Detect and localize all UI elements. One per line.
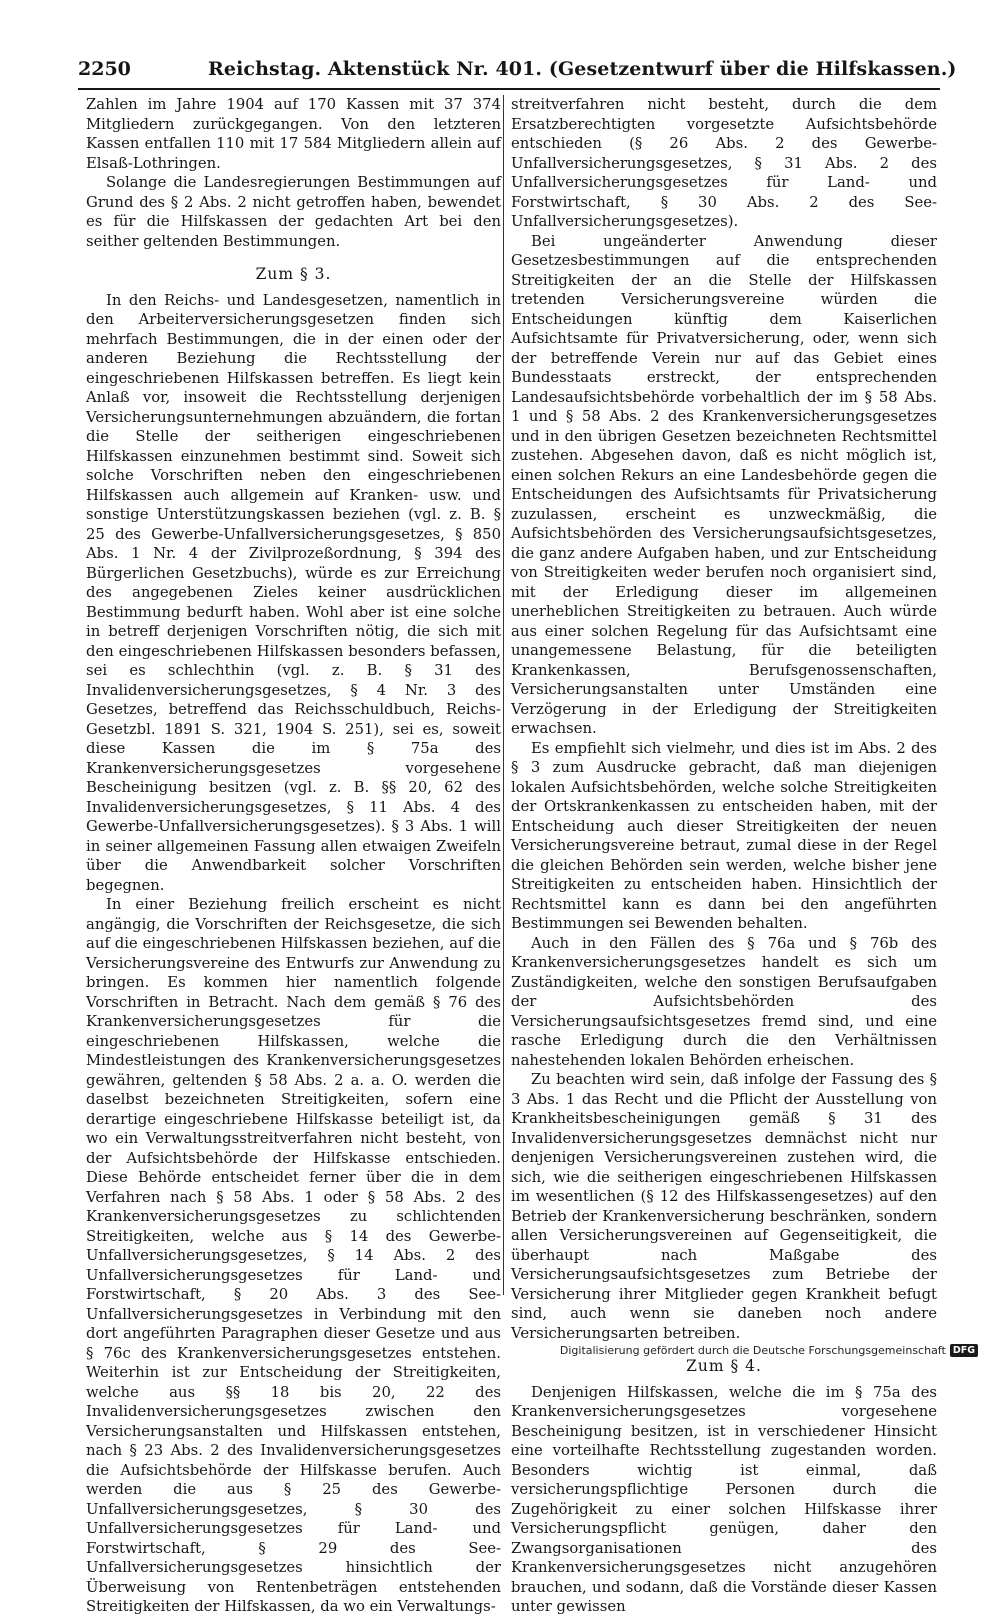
page-number: 2250 <box>78 58 131 80</box>
paragraph: In einer Beziehung freilich erscheint es nicht angängig, die Vorschriften der Reichsgesetze, die sich auf die eingeschriebenen Hilfskassen beziehen, auf die Versicherungsvereine des Entwurfs zur Anwendung zu bringen. Es kommen hier namentlich folgende Vorschriften in Betracht. Nach dem gemäß § 76 des Krankenversicherungsgesetzes für die eingeschriebenen Hilfskassen, welche die Mindestleistungen des Krankenversicherungsgesetzes gewähren, geltenden § 58 Abs. 2 a. a. O. werden die daselbst bezeichneten Streitigkeiten, sofern eine derartige eingeschriebene Hilfskasse beteiligt ist, da wo ein Verwaltungsstreitverfahren nicht besteht, von der Aufsichtsbehörde der Hilfskasse entschieden. Diese Behörde entscheidet ferner über die in dem Verfahren nach § 58 Abs. 1 oder § 58 Abs. 2 des Krankenversicherungsgesetzes zu schlichtenden Streitigkeiten, welche aus § 14 des Gewerbe-Unfallversicherungsgesetzes, § 14 Abs. 2 des Unfallversicherungsgesetzes für Land- und Forstwirtschaft, § 20 Abs. 3 des See-Unfallversicherungsgesetzes in Verbindung mit den dort angeführten Paragraphen dieser Gesetze und aus § 76c des Krankenversicherungsgesetzes entstehen. Weiterhin ist zur Entscheidung der Streitigkeiten, welche aus §§ 18 bis 20, 22 des Invalidenversicherungsgesetzes zwischen den Versicherungsanstalten und Hilfskassen entstehen, nach § 23 Abs. 2 des Invalidenversicherungsgesetzes die Aufsichtsbehörde der Hilfskasse berufen. Auch werden die aus § 25 des Gewerbe-Unfallversicherungsgesetzes, § 30 des Unfallversicherungsgesetzes für Land- und Forstwirtschaft, § 29 des See-Unfallversicherungsgesetzes hinsichtlich der Überweisung von Rentenbeträgen entstehenden Streitigkeiten der Hilfskassen, da wo ein Verwaltungs- <box>86 896 501 1615</box>
column-divider <box>503 95 504 1295</box>
dfg-logo: DFG <box>950 1344 978 1357</box>
paragraph: Denjenigen Hilfskassen, welche die im § 75a des Krankenversicherungsgesetzes vorgesehene Bescheinigung besitzen, ist in verschiedener Hinsicht eine vorteilhafte Rechtsstellung zugestanden worden. Besonders wichtig ist einmal, daß versicherungspflichtige Personen durch die Zugehörigkeit zu einer solchen Hilfskasse ihrer Versicherungspflicht genügen, daher den Zwangsorganisationen des Krankenversicherungsgesetzes nicht anzugehören brauchen, und sodann, daß die Vorstände dieser Kassen unter gewissen <box>511 1383 937 1615</box>
header-rule <box>78 88 940 90</box>
paragraph: Auch in den Fällen des § 76a und § 76b des Krankenversicherungsgesetzes handelt es sich um Zuständigkeiten, welche den sonstigen Berufsaufgaben der Aufsichtsbehörden des Versicherungsaufsichtsgesetzes fremd sind, und eine rasche Erledigung durch die den Verhältnissen nahestehenden lokalen Behörden erheischen. <box>511 934 937 1069</box>
paragraph: Zu beachten wird sein, daß infolge der Fassung des § 3 Abs. 1 das Recht und die Pflicht der Ausstellung von Krankheitsbescheinigungen gemäß § 31 des Invalidenversicherungsgesetzes demnächst nicht nur denjenigen Versicherungsvereinen zustehen wird, die sich, wie die seitherigen eingeschriebenen Hilfskassen im wesentlichen (§ 12 des Hilfskassengesetzes) auf den Betrieb der Krankenversicherung beschränken, sondern allen Versicherungsvereinen auf Gegenseitigkeit, die überhaupt nach Maßgabe des Versicherungsaufsichtsgesetzes zum Betriebe der Versicherung ihrer Mitglieder gegen Krankheit befugt sind, auch wenn sie daneben noch andere Versicherungsarten betreiben. <box>511 1071 937 1342</box>
paragraph: streitverfahren nicht besteht, durch die dem Ersatzberechtigten vorgesetzte Aufsichtsbehörde entschieden (§ 26 Abs. 2 des Gewerbe-Unfallversicherungsgesetzes, § 31 Abs. 2 des Unfallversicherungsgesetzes für Land- und Forstwirtschaft, § 30 Abs. 2 des See-Unfallversicherungsgesetzes). <box>511 96 937 230</box>
section-heading: Zum § 4. <box>686 1357 762 1375</box>
footer-credit: Digitalisierung gefördert durch die Deutsche Forschungsgemeinschaft <box>559 1344 946 1357</box>
paragraph: Es empfiehlt sich vielmehr, und dies ist im Abs. 2 des § 3 zum Ausdrucke gebracht, daß man diejenigen lokalen Aufsichtsbehörden, welche solche Streitigkeiten der Ortskrankenkassen zu entscheiden haben, mit der Entscheidung auch dieser Streitigkeiten der neuen Versicherungsvereine betraut, zumal diese in der Regel die gleichen Behörden sein werden, welche bisher jene Streitigkeiten zu entscheiden haben. Hinsichtlich der Rechtsmittel kann es dann bei den angeführten Bestimmungen sei Bewenden behalten. <box>511 739 937 932</box>
left-column <box>86 95 501 1617</box>
section-heading: Zum § 3. <box>255 265 332 283</box>
paragraph: Bei ungeänderter Anwendung dieser Gesetzesbestimmungen auf die entsprechenden Streitigkeiten der an die Stelle der Hilfskassen tretenden Versicherungsvereine würden die Entscheidungen künftig dem Kaiserlichen Aufsichtsamte für Privatversicherung, oder, wenn sich der betreffende Verein nur auf das Gebiet eines Bundesstaats erstreckt, der entsprechenden Landesaufsichtsbehörde vorbehaltlich der im § 58 Abs. 1 und § 58 Abs. 2 des Krankenversicherungsgesetzes und in den übrigen Gesetzen bezeichneten Rechtsmittel zustehen. Abgesehen davon, daß es nicht möglich ist, einen solchen Rekurs an eine Landesbehörde gegen die Entscheidungen des Aufsichtsamts für Privatsicherung zuzulassen, erscheint es unzweckmäßig, die Aufsichtsbehörden des Versicherungsaufsichtsgesetzes, die ganz andere Aufgaben haben, und zur Entscheidung von Streitigkeiten weder berufen noch organisiert sind, mit der Erledigung dieser im allgemeinen unerheblichen Streitigkeiten zu betrauen. Auch würde aus einer solchen Regelung für das Aufsichtsamt eine unangemessene Belastung, für die beteiligten Krankenkassen, Berufsgenossenschaften, Versicherungsanstalten unter Umständen eine Verzögerung in der Erledigung der Streitigkeiten erwachsen. <box>511 232 937 737</box>
paragraph: Solange die Landesregierungen Bestimmungen auf Grund des § 2 Abs. 2 nicht getroffen haben, bewendet es für die Hilfskassen der gedachten Art bei den seither geltenden Bestimmungen. <box>86 174 501 250</box>
paragraph: In den Reichs- und Landesgesetzen, namentlich in den Arbeiterversicherungsgesetzen finden sich mehrfach Bestimmungen, die in der einen oder der anderen Beziehung die Rechtsstellung der eingeschriebenen Hilfskassen betreffen. Es liegt kein Anlaß vor, insoweit die Rechtsstellung derjenigen Versicherungsunternehmungen abzuändern, die fortan die Stelle der seitherigen eingeschriebenen Hilfskassen einzunehmen bestimmt sind. Soweit sich solche Vorschriften neben den eingeschriebenen Hilfskassen auch allgemein auf Kranken- usw. und sonstige Unterstützungskassen beziehen (vgl. z. B. § 25 des Gewerbe-Unfallversicherungsgesetzes, § 850 Abs. 1 Nr. 4 der Zivilprozeßordnung, § 394 des Bürgerlichen Gesetzbuchs), würde es zur Erreichung des angegebenen Zieles keiner ausdrücklichen Bestimmung bedurft haben. Wohl aber ist eine solche in betreff derjenigen Vorschriften nötig, die sich mit den eingeschriebenen Hilfskassen besonders befassen, sei es schlechthin (vgl. z. B. § 31 des Invalidenversicherungsgesetzes, § 4 Nr. 3 des Gesetzes, betreffend das Reichsschuldbuch, Reichs-Gesetzbl. 1891 S. 321, 1904 S. 251), sei es, soweit diese Kassen die im § 75a des Krankenversicherungsgesetzes vorgesehene Bescheinigung besitzen (vgl. z. B. §§ 20, 62 des Invalidenversicherungsgesetzes, § 11 Abs. 4 des Gewerbe-Unfallversicherungsgesetzes). § 3 Abs. 1 will in seiner allgemeinen Fassung allen etwaigen Zweifeln über die Anwendbarkeit solcher Vorschriften begegnen. <box>86 291 501 894</box>
paragraph: Zahlen im Jahre 1904 auf 170 Kassen mit 37 374 Mitgliedern zurückgegangen. Von den letzteren Kassen entfallen 110 mit 17 584 Mitgliedern allein auf Elsaß-Lothringen. <box>86 96 501 172</box>
right-column <box>511 95 937 1617</box>
footer <box>560 1344 978 1357</box>
page-header <box>78 54 957 88</box>
running-title: Reichstag. Aktenstück Nr. 401. (Gesetzentwurf über die Hilfskassen.) <box>208 58 957 80</box>
